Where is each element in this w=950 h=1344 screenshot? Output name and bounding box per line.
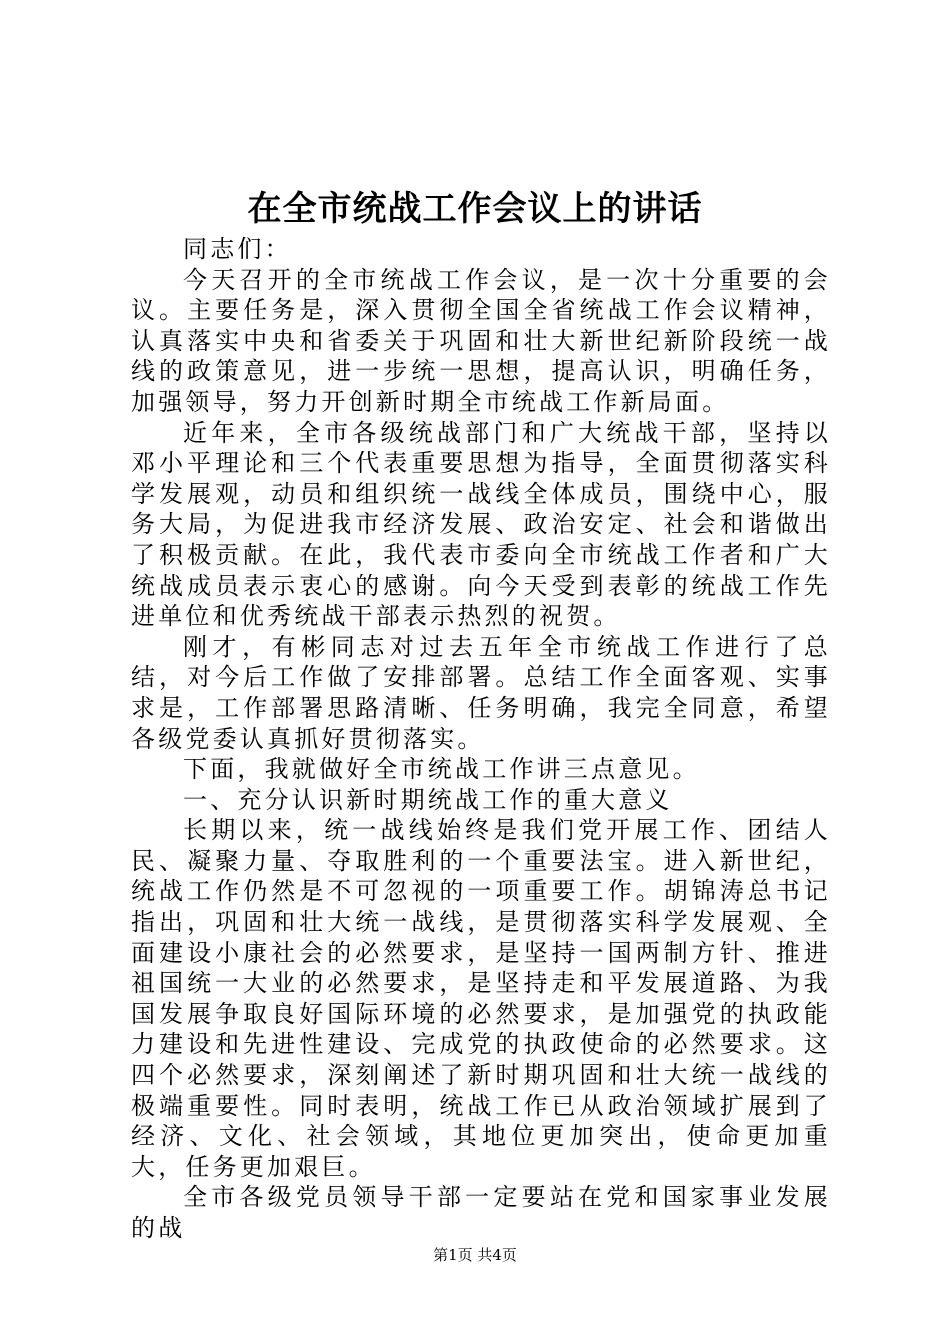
section-heading: 一、充分认识新时期统战工作的重大意义 [183, 785, 673, 814]
page-number-footer: 第1页 共4页 [433, 1246, 517, 1264]
paragraph: 刚才，有彬同志对过去五年全市统战工作进行了总结，对今后工作做了安排部署。总结工作全面客观、实事求是，工作部署思路清晰、任务明确，我完全同意，希望各级党委认真抓好贯彻落实。 [131, 632, 831, 753]
page-title: 在全市统战工作会议上的讲话 [247, 189, 703, 229]
paragraph: 近年来，全市各级统战部门和广大统战干部，坚持以邓小平理论和三个代表重要思想为指导，全面贯彻落实科学发展观，动员和组织统一战线全体成员，围绕中心，服务大局，为促进我市经济发展、政治安定、社会和谐做出了积极贡献。在此，我代表市委向全市统战工作者和广大统战成员表示衷心的感谢。向今天受到表彰的统战工作先进单位和优秀统战干部表示热烈的祝贺。 [131, 418, 831, 631]
paragraph: 今天召开的全市统战工作会议，是一次十分重要的会议。主要任务是，深入贯彻全国全省统战工作会议精神，认真落实中央和省委关于巩固和壮大新世纪新阶段统一战线的政策意见，进一步统一思想，提高认识，明确任务，加强领导，努力开创新时期全市统战工作新局面。 [131, 265, 831, 416]
paragraph: 下面，我就做好全市统战工作讲三点意见。 [183, 755, 700, 784]
document-body [131, 234, 831, 1244]
paragraph: 全市各级党员领导干部一定要站在党和国家事业发展的战 [131, 1183, 831, 1242]
paragraph: 长期以来，统一战线始终是我们党开展工作、团结人民、凝聚力量、夺取胜利的一个重要法宝。进入新世纪，统战工作仍然是不可忽视的一项重要工作。胡锦涛总书记指出，巩固和壮大统一战线，是贯彻落实科学发展观、全面建设小康社会的必然要求，是坚持一国两制方针、推进祖国统一大业的必然要求，是坚持走和平发展道路、为我国发展争取良好国际环境的必然要求，是加强党的执政能力建设和先进性建设、完成党的执政使命的必然要求。这四个必然要求，深刻阐述了新时期巩固和壮大统一战线的极端重要性。同时表明，统战工作已从政治领域扩展到了经济、文化、社会领域，其地位更加突出，使命更加重大，任务更加艰巨。 [131, 816, 831, 1181]
salutation: 同志们： [183, 235, 292, 263]
